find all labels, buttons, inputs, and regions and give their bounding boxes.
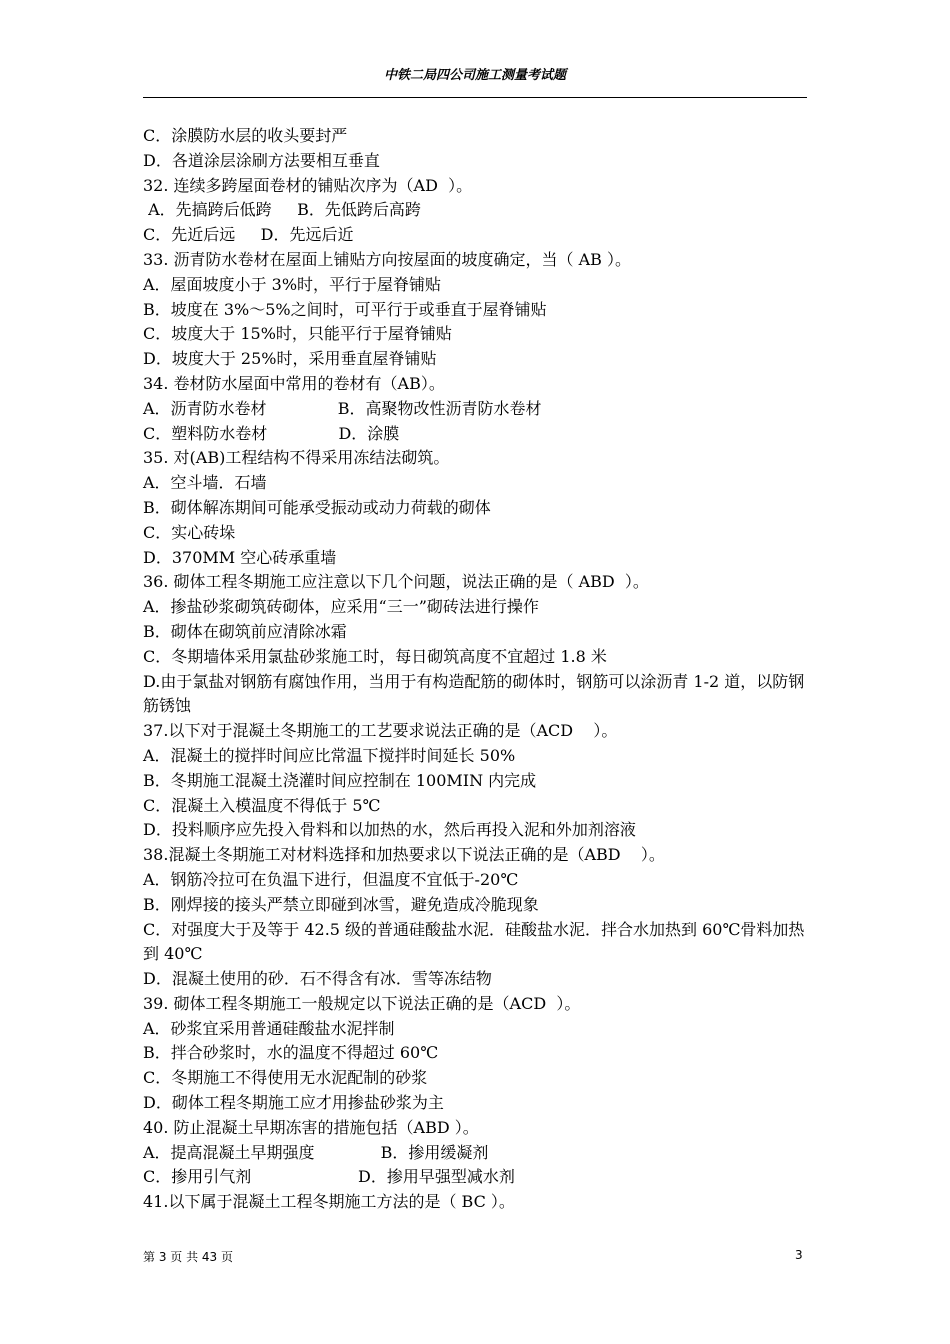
text-line: B．冬期施工混凝土浇灌时间应控制在 100MIN 内完成 bbox=[143, 770, 537, 790]
text-line: C．实心砖垛 bbox=[143, 522, 236, 542]
text-line: D．混凝土使用的砂．石不得含有冰．雪等冻结物 bbox=[143, 969, 492, 989]
text-line: B．拌合砂浆时，水的温度不得超过 60℃ bbox=[143, 1043, 439, 1063]
question-41: 41.以下属于混凝土工程冬期施工方法的是（ BC ）。 bbox=[143, 1192, 515, 1212]
header-divider bbox=[143, 97, 807, 98]
text-line: C．先近后远 D．先远后近 bbox=[143, 225, 354, 245]
page-header-title: 中铁二局四公司施工测量考试题 bbox=[383, 68, 566, 83]
question-38: 38.混凝土冬期施工对材料选择和加热要求以下说法正确的是（ABD ）。 bbox=[143, 845, 665, 865]
text-line: C．涂膜防水层的收头要封严 bbox=[143, 126, 348, 145]
text-line: A．空斗墙．石墙 bbox=[143, 473, 267, 493]
question-35: 35. 对(AB)工程结构不得采用冻结法砌筑。 bbox=[143, 448, 450, 468]
text-line: B．坡度在 3%～5%之间时，可平行于或垂直于屋脊铺贴 bbox=[143, 299, 547, 319]
text-line: C．掺用引气剂 D．掺用早强型减水剂 bbox=[143, 1167, 515, 1187]
question-36: 36. 砌体工程冬期施工应注意以下几个问题，说法正确的是（ ABD ）。 bbox=[143, 572, 649, 592]
text-line: A．先搞跨后低跨 B．先低跨后高跨 bbox=[143, 200, 421, 220]
text-line: A．沥青防水卷材 B．高聚物改性沥青防水卷材 bbox=[143, 398, 542, 418]
footer-page-info: 第 3 页 共 43 页 bbox=[143, 1250, 233, 1264]
footer-page-number: 3 bbox=[795, 1248, 803, 1262]
text-line: A．屋面坡度小于 3%时，平行于屋脊铺贴 bbox=[143, 274, 442, 294]
text-line: C．冬期施工不得使用无水泥配制的砂浆 bbox=[143, 1068, 428, 1088]
text-line: D.由于氯盐对钢筋有腐蚀作用，当用于有构造配筋的砌体时，钢筋可以涂沥青 1-2 道，以防钢筋锈蚀 bbox=[143, 671, 805, 716]
text-line: A．砂浆宜采用普通硅酸盐水泥拌制 bbox=[143, 1018, 395, 1038]
text-line: B．砌体在砌筑前应清除冰霜 bbox=[143, 621, 347, 641]
text-line: B．刚焊接的接头严禁立即碰到冰雪，避免造成冷脆现象 bbox=[143, 894, 539, 914]
text-line: D．各道涂层涂刷方法要相互垂直 bbox=[143, 150, 380, 170]
text-line: C．坡度大于 15%时，只能平行于屋脊铺贴 bbox=[143, 324, 452, 344]
question-32: 32. 连续多跨屋面卷材的铺贴次序为（AD ）。 bbox=[143, 175, 473, 195]
text-line: D．370MM 空心砖承重墙 bbox=[143, 547, 337, 567]
text-line: C．对强度大于及等于 42.5 级的普通硅酸盐水泥．硅酸盐水泥．拌合水加热到 60℃骨料加热到 40℃ bbox=[143, 919, 805, 964]
text-line: C．混凝土入模温度不得低于 5℃ bbox=[143, 795, 381, 815]
question-37: 37.以下对于混凝土冬期施工的工艺要求说法正确的是（ACD ）。 bbox=[143, 721, 618, 741]
text-line: D．砌体工程冬期施工应才用掺盐砂浆为主 bbox=[143, 1093, 444, 1113]
text-line: B．砌体解冻期间可能承受振动或动力荷载的砌体 bbox=[143, 497, 491, 517]
text-line: A．混凝土的搅拌时间应比常温下搅拌时间延长 50% bbox=[143, 745, 516, 765]
text-line: C．冬期墙体采用氯盐砂浆施工时，每日砌筑高度不宜超过 1.8 米 bbox=[143, 646, 607, 666]
question-40: 40. 防止混凝土早期冻害的措施包括（ABD ）。 bbox=[143, 1117, 479, 1137]
text-line: D．坡度大于 25%时，采用垂直屋脊铺贴 bbox=[143, 349, 437, 369]
text-line: D．投料顺序应先投入骨料和以加热的水，然后再投入泥和外加剂溶液 bbox=[143, 820, 636, 840]
question-39: 39. 砌体工程冬期施工一般规定以下说法正确的是（ACD ）。 bbox=[143, 993, 581, 1013]
text-line: A．提高混凝土早期强度 B．掺用缓凝剂 bbox=[143, 1142, 489, 1162]
question-content bbox=[143, 124, 813, 1215]
text-line: A．掺盐砂浆砌筑砖砌体，应采用“三一”砌砖法进行操作 bbox=[143, 597, 539, 617]
question-33: 33. 沥青防水卷材在屋面上铺贴方向按屋面的坡度确定，当（ AB ）。 bbox=[143, 249, 632, 269]
text-line: A．钢筋冷拉可在负温下进行，但温度不宜低于-20℃ bbox=[143, 869, 519, 889]
question-34: 34. 卷材防水屋面中常用的卷材有（AB）。 bbox=[143, 373, 445, 393]
text-line: C．塑料防水卷材 D．涂膜 bbox=[143, 423, 400, 443]
